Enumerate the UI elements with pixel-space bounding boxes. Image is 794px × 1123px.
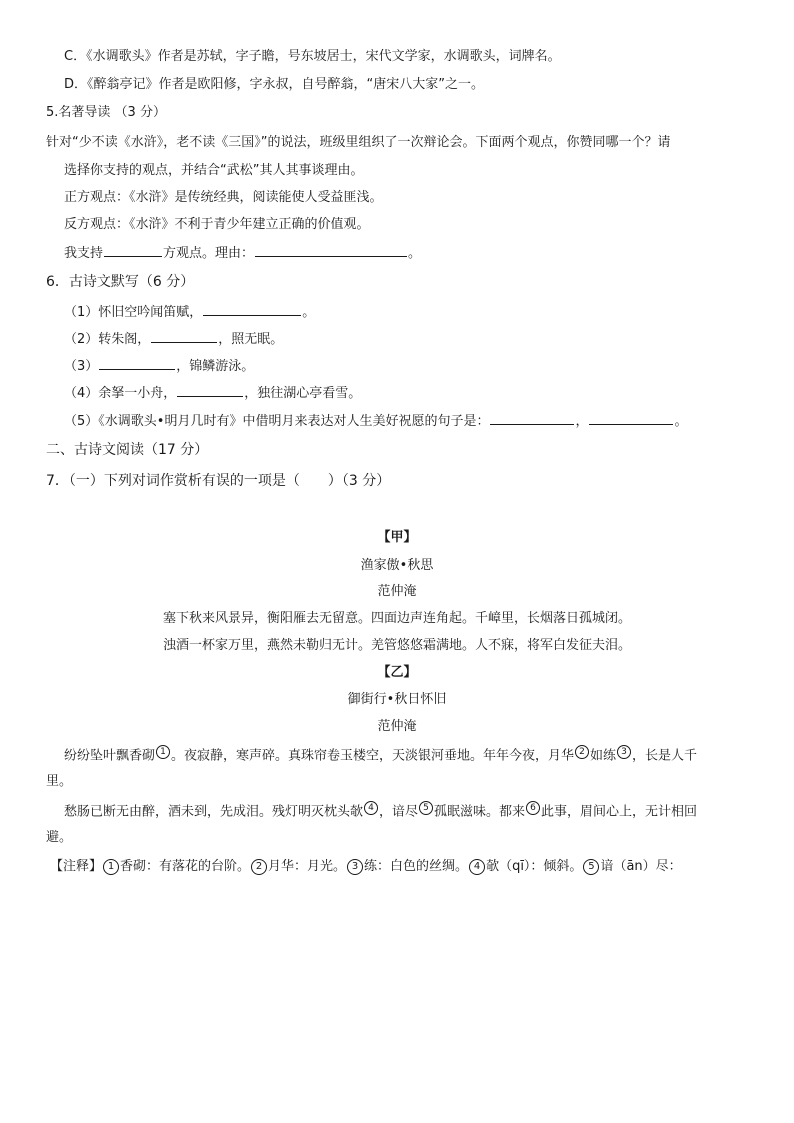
q5-answer-line [64, 243, 421, 263]
q6-item-2 [64, 329, 283, 349]
q5-side-blank[interactable] [104, 243, 162, 257]
poem-b-text: 。夜寂静，寒声碎。真珠帘卷玉楼空，天淡银河垂地。年年今夜，月华 [171, 748, 575, 764]
note-marker: 2 [575, 745, 589, 759]
q6-item-5-text: （5）《水调歌头•明月几时有》中借明月来表达对人生美好祝愿的句子是： [64, 414, 490, 429]
q6-item-4-end: ，独往湖心亭看雪。 [244, 386, 362, 401]
poem-b-author: 范仲淹 [377, 719, 417, 734]
note-marker: 5 [419, 801, 433, 815]
q7-title: 7．（一）下列对词作赏析有误的一项是（ ）（3 分） [46, 473, 391, 489]
option-d: D．《醉翁亭记》作者是欧阳修，字永叔，自号醉翁，“唐宋八大家”之一。 [64, 77, 484, 92]
q5-answer-end: 。 [408, 246, 422, 261]
q6-item-3-end: ，锦鳞游泳。 [176, 359, 255, 374]
q6-item-3-text: （3） [64, 359, 99, 374]
poem-a-tag: 【甲】 [377, 530, 417, 545]
note-text: 练：白色的丝绸。 [364, 859, 469, 874]
poem-b-text: 此事，眉间心上，无计相回 [541, 804, 698, 820]
q6-blank-1[interactable] [203, 302, 301, 316]
q6-item-4-text: （4）余拏一小舟， [64, 386, 177, 401]
q6-blank-5a[interactable] [490, 411, 574, 425]
note-text: 欹（qī）：倾斜。 [486, 859, 583, 874]
q5-reason-blank[interactable] [255, 243, 407, 257]
note-number: 4 [469, 859, 485, 875]
poem-a-title: 渔家傲•秋思 [360, 558, 434, 573]
q6-item-3 [64, 356, 254, 376]
note-text: 月华：月光。 [268, 859, 347, 874]
poem-b-title: 御街行•秋日怀旧 [347, 692, 447, 707]
q6-item-5-end: 。 [674, 414, 688, 429]
option-c: C．《水调歌头》作者是苏轼，字子瞻，号东坡居士，宋代文学家，水调歌头，词牌名。 [64, 49, 561, 64]
q6-blank-3[interactable] [99, 356, 175, 370]
notes-label: 【注释】 [50, 859, 103, 874]
q6-blank-4[interactable] [177, 383, 243, 397]
q6-item-1-text: （1）怀旧空吟闻笛赋， [64, 305, 203, 320]
q6-item-5-sep: ， [575, 414, 589, 429]
q6-item-5 [64, 411, 687, 431]
poem-b-text: 愁肠已断无由醉，酒未到，先成泪。残灯明灭枕头欹 [64, 804, 364, 820]
poem-a-line-1: 塞下秋来风景异，衡阳雁去无留意。四面边声连角起。千嶂里，长烟落日孤城闭。 [162, 611, 631, 626]
q5-pro-view: 正方观点：《水浒》是传统经典，阅读能使人受益匪浅。 [64, 190, 383, 205]
poem-b-para-2-wrap: 避。 [46, 830, 73, 845]
poem-b-tag: 【乙】 [377, 665, 417, 680]
poem-b-text: ，长是人千 [632, 748, 698, 764]
poem-b-text: 如练 [590, 748, 617, 764]
note-marker: 3 [617, 745, 631, 759]
poem-a-line-2: 浊酒一杯家万里，燕然未勒归无计。羌管悠悠霜满地。人不寐，将军白发征夫泪。 [162, 638, 631, 653]
poem-a-author: 范仲淹 [377, 584, 417, 599]
note-number: 3 [347, 859, 363, 875]
q5-prompt-line2: 选择你支持的观点，并结合“武松”其人其事谈理由。 [64, 163, 364, 178]
q6-title: 6．古诗文默写（6 分） [46, 274, 195, 290]
note-marker: 1 [156, 745, 170, 759]
section-2-title: 二、古诗文阅读（17 分） [46, 442, 209, 458]
q6-item-2-end: ，照无眠。 [218, 332, 284, 347]
q5-answer-prefix: 我支持 [64, 246, 104, 261]
q6-item-4 [64, 383, 361, 403]
note-marker: 6 [526, 801, 540, 815]
poem-b-text: 孤眠滋味。都来 [434, 804, 526, 820]
poem-b-para-1-wrap: 里。 [46, 774, 73, 789]
q6-item-2-text: （2）转朱阁， [64, 332, 151, 347]
q6-item-1-end: 。 [302, 305, 316, 320]
note-number: 2 [251, 859, 267, 875]
q6-blank-5b[interactable] [589, 411, 673, 425]
q5-con-view: 反方观点：《水浒》不利于青少年建立正确的价值观。 [64, 217, 370, 232]
q5-title: 5.名著导读 （3 分） [46, 105, 166, 120]
notes-line [50, 858, 682, 876]
q6-blank-2[interactable] [151, 329, 217, 343]
q5-prompt-line1: 针对“少不读《水浒》，老不读《三国》”的说法，班级里组织了一次辩论会。下面两个观点，你赞同哪一个？请 [46, 135, 671, 150]
q6-item-1 [64, 302, 315, 322]
note-text: 谙（ān）尽： [600, 859, 682, 874]
note-text: 香砌：有落花的台阶。 [120, 859, 251, 874]
note-number: 5 [583, 859, 599, 875]
poem-b-text: ，谙尽 [379, 804, 419, 820]
poem-b-para-2 [64, 801, 697, 821]
poem-b-text: 纷纷坠叶飘香砌 [64, 748, 156, 764]
note-number: 1 [103, 859, 119, 875]
poem-b-para-1 [64, 745, 697, 765]
q5-answer-mid: 方观点。理由： [163, 246, 255, 261]
note-marker: 4 [364, 801, 378, 815]
